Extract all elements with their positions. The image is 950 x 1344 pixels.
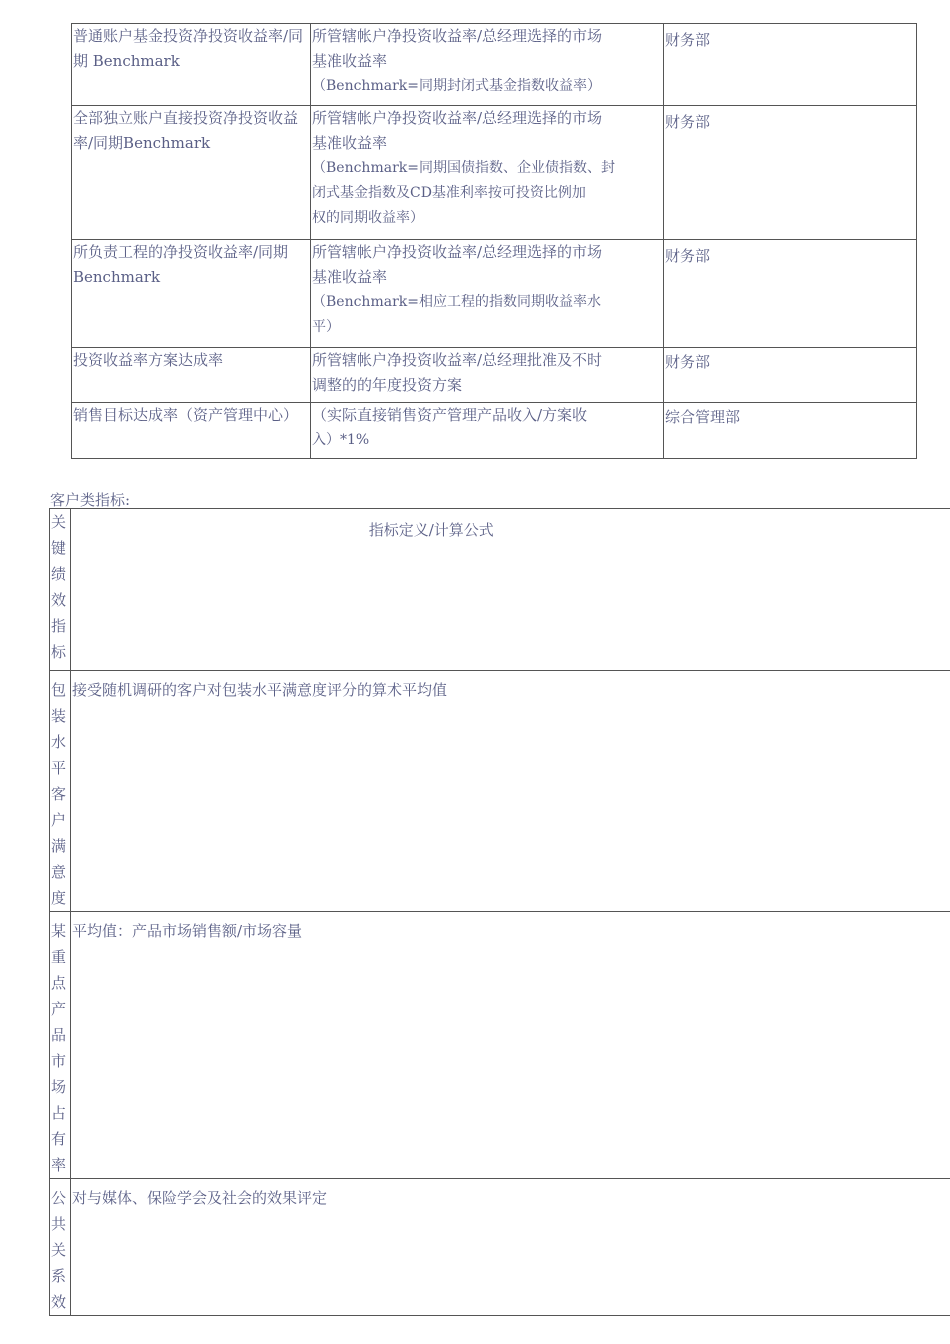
kpi-name: 某重点产品市场占有率 bbox=[50, 912, 71, 1179]
table-row bbox=[72, 106, 917, 240]
responsible-dept: 财务部 bbox=[664, 106, 917, 240]
indicator-formula: 所管辖帐户净投资收益率/总经理批准及不时 调整的的年度投资方案 bbox=[311, 348, 664, 403]
indicator-name: 普通账户基金投资净投资收益率/同期 Benchmark bbox=[72, 24, 311, 106]
table-row bbox=[72, 240, 917, 348]
indicator-name: 销售目标达成率（资产管理中心） bbox=[72, 403, 311, 459]
column-header-kpi: 关键绩效指标 bbox=[50, 509, 71, 671]
kpi-name: 包装水平客户满意度 bbox=[50, 671, 71, 912]
column-header-definition: 指标定义/计算公式 bbox=[71, 509, 950, 671]
kpi-definition: 接受随机调研的客户对包装水平满意度评分的算术平均值 bbox=[71, 671, 950, 912]
financial-indicator-table bbox=[71, 23, 917, 459]
table-header-row bbox=[50, 509, 950, 671]
indicator-formula: （实际直接销售资产管理产品收入/方案收 入）*1% bbox=[311, 403, 664, 459]
customer-indicator-table bbox=[49, 508, 950, 1316]
kpi-definition: 平均值：产品市场销售额/市场容量 bbox=[71, 912, 950, 1179]
indicator-name: 投资收益率方案达成率 bbox=[72, 348, 311, 403]
responsible-dept: 综合管理部 bbox=[664, 403, 917, 459]
table-row bbox=[72, 403, 917, 459]
section-title: 客户类指标: bbox=[50, 491, 131, 509]
indicator-formula: 所管辖帐户净投资收益率/总经理选择的市场 基准收益率 （Benchmark=同期封闭式基金指数收益率） bbox=[311, 24, 664, 106]
table-row bbox=[50, 1179, 950, 1316]
indicator-formula: 所管辖帐户净投资收益率/总经理选择的市场 基准收益率 （Benchmark=相应工程的指数同期收益率水 平） bbox=[311, 240, 664, 348]
responsible-dept: 财务部 bbox=[664, 348, 917, 403]
table-row bbox=[72, 348, 917, 403]
table-row bbox=[50, 671, 950, 912]
table-row bbox=[50, 912, 950, 1179]
indicator-name: 全部独立账户直接投资净投资收益率/同期Benchmark bbox=[72, 106, 311, 240]
kpi-name: 公共关系效 bbox=[50, 1179, 71, 1316]
indicator-name: 所负责工程的净投资收益率/同期 Benchmark bbox=[72, 240, 311, 348]
indicator-formula: 所管辖帐户净投资收益率/总经理选择的市场 基准收益率 （Benchmark=同期国债指数、企业债指数、封 闭式基金指数及CD基准利率按可投资比例加 权的同期收益率） bbox=[311, 106, 664, 240]
kpi-definition: 对与媒体、保险学会及社会的效果评定 bbox=[71, 1179, 950, 1316]
responsible-dept: 财务部 bbox=[664, 24, 917, 106]
table-row bbox=[72, 24, 917, 106]
responsible-dept: 财务部 bbox=[664, 240, 917, 348]
